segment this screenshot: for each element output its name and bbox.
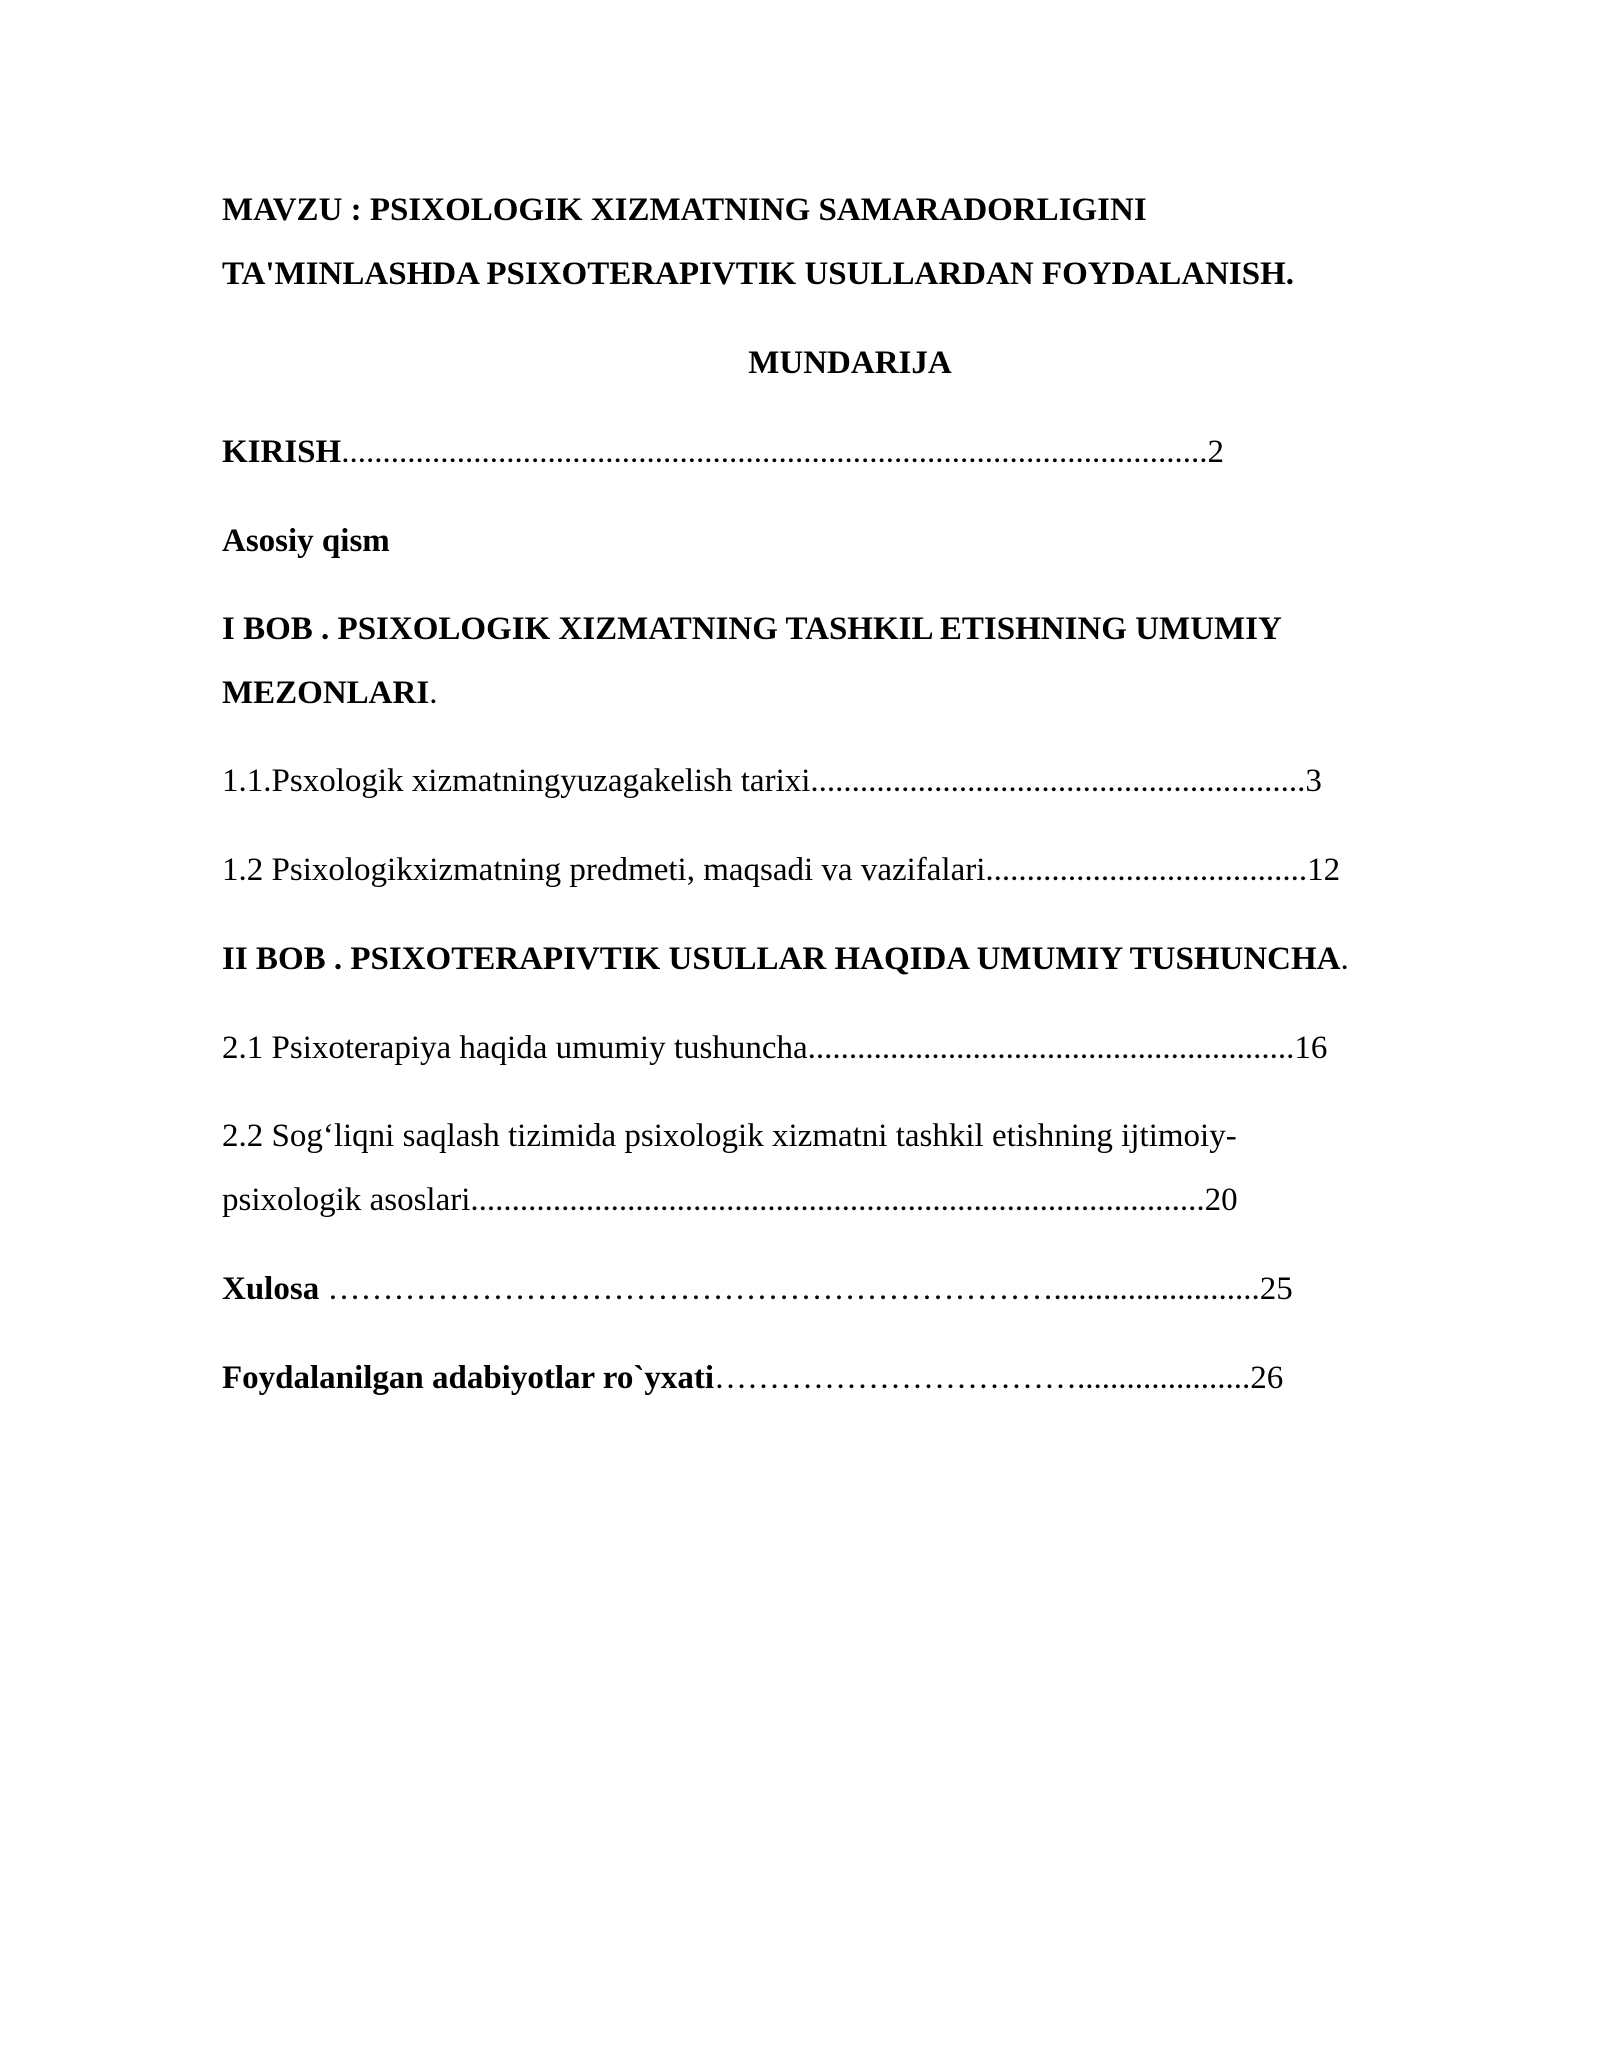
toc-page-number: 3: [1305, 763, 1322, 799]
toc-entry-label: KIRISH: [222, 434, 342, 470]
toc-page-number: 25: [1259, 1271, 1293, 1307]
topic-title-line-2: TA'MINLASHDA PSIXOTERAPIVTIK USULLARDAN FOYDALANISH.: [222, 256, 1295, 292]
toc-leader: .......................................: [985, 852, 1308, 888]
toc-entry-1-1: [222, 761, 1322, 801]
toc-leader: ………………………………………………………….........................: [319, 1271, 1260, 1307]
toc-page-number: 16: [1294, 1030, 1328, 1066]
toc-page-number: 2: [1207, 434, 1224, 470]
toc-leader: .........................................................................................: [470, 1182, 1205, 1218]
toc-entry-2-1: [222, 1028, 1327, 1068]
toc-entry-2-2-line-2: [222, 1180, 1238, 1220]
toc-chapter-tail: .: [429, 675, 438, 711]
topic-title-line-1: MAVZU : PSIXOLOGIK XIZMATNING SAMARADORLIGINI: [222, 192, 1147, 228]
toc-entry-xulosa: [222, 1269, 1293, 1309]
toc-leader: ...........................................................: [807, 1030, 1295, 1066]
toc-chapter-tail: .: [1340, 941, 1349, 977]
toc-leader: ............................................................: [810, 763, 1306, 799]
toc-entry-adabiyotlar: [222, 1358, 1283, 1398]
toc-chapter-label: II BOB . PSIXOTERAPIVTIK USULLAR HAQIDA UMUMIY TUSHUNCHA: [222, 941, 1341, 977]
toc-page-number: 26: [1250, 1360, 1284, 1396]
toc-entry-label: Foydalanilgan adabiyotlar ro`yxati: [222, 1360, 715, 1396]
toc-page-number: 12: [1307, 852, 1341, 888]
toc-leader: …………………………….....................: [714, 1360, 1251, 1396]
toc-entry-2-2-line-1: 2.2 Sog‘liqni saqlash tizimida psixologik xizmatni tashkil etishning ijtimoiy-: [222, 1118, 1237, 1154]
toc-entry-label: Xulosa: [222, 1271, 320, 1307]
toc-entry-kirish: [222, 432, 1224, 472]
toc-chapter-2: [222, 939, 1349, 979]
toc-page-number: 20: [1204, 1182, 1238, 1218]
toc-heading: MUNDARIJA: [748, 345, 952, 381]
toc-entry-label: 2.1 Psixoterapiya haqida umumiy tushuncha: [222, 1030, 808, 1066]
toc-entry-label: 1.2 Psixologikxizmatning predmeti, maqsadi va vazifalari: [222, 852, 986, 888]
toc-chapter-label: MEZONLARI: [222, 675, 430, 711]
toc-entry-label: 1.1.Psxologik xizmatningyuzagakelish tarixi: [222, 763, 811, 799]
toc-chapter-1-line-1: I BOB . PSIXOLOGIK XIZMATNING TASHKIL ETISHNING UMUMIY: [222, 611, 1282, 647]
toc-entry-label: psixologik asoslari: [222, 1182, 471, 1218]
toc-section-asosiy-qism: Asosiy qism: [222, 523, 390, 559]
toc-leader: .........................................................................................................: [341, 434, 1208, 470]
toc-chapter-1-line-2: [222, 673, 437, 713]
toc-entry-1-2: [222, 850, 1340, 890]
